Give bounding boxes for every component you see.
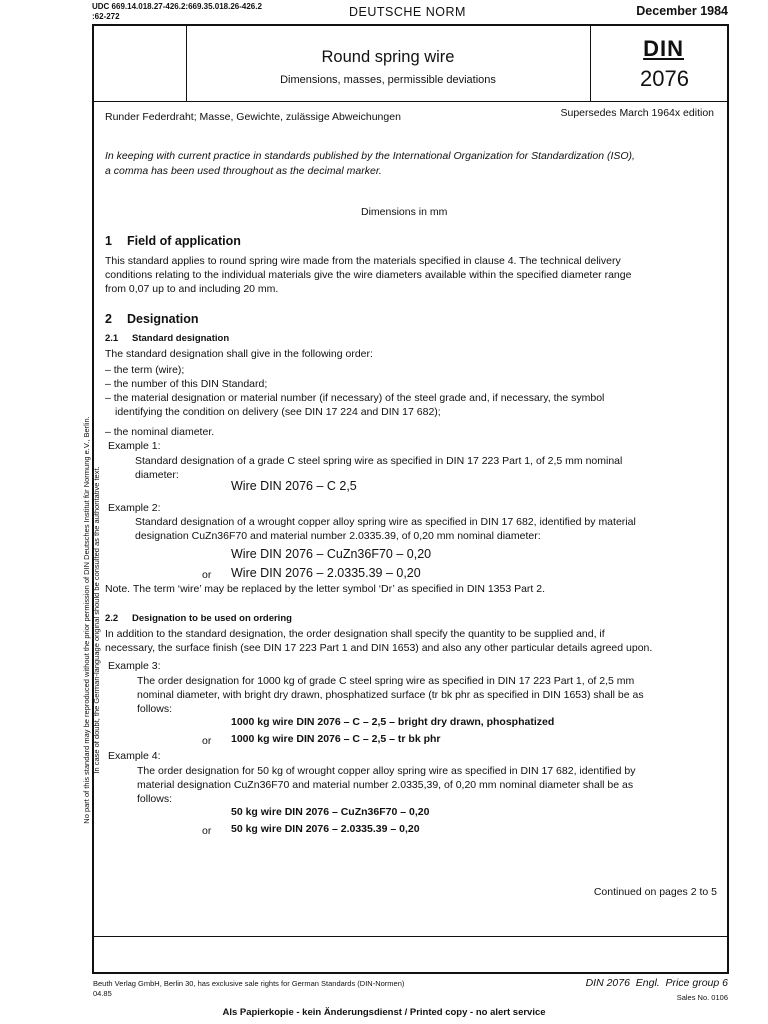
- example-4-designation-2: 50 kg wire DIN 2076 – 2.0335.39 – 0,20: [231, 823, 420, 835]
- din-logo: DIN: [643, 36, 684, 61]
- example-2-designation-2: Wire DIN 2076 – 2.0335.39 – 0,20: [231, 566, 421, 580]
- example-1-label: Example 1:: [108, 440, 161, 452]
- din-number: 2076: [640, 66, 689, 91]
- list-item: – the nominal diameter.: [105, 426, 215, 438]
- example-4-text: The order designation for 50 kg of wrought copper alloy spring wire as specified in DIN 17 682, identified by: [137, 765, 636, 777]
- example-3-text: nominal diameter, with bright dry drawn, phosphatized surface (tr bk phr as specified in DIN 1653) shall be as: [137, 689, 644, 701]
- section-number: 1: [105, 234, 112, 248]
- norm-label: DEUTSCHE NORM: [349, 5, 466, 19]
- printed-copy-notice: Als Papierkopie - kein Änderungsdienst / Printed copy - no alert service: [222, 1007, 546, 1018]
- example-4-designation-1: 50 kg wire DIN 2076 – CuZn36F70 – 0,20: [231, 806, 430, 818]
- example-3-designation-1: 1000 kg wire DIN 2076 – C – 2,5 – bright dry drawn, phosphatized: [231, 716, 555, 728]
- side-note-line-1: No part of this standard may be reproduced without the prior permission of DIN Deutsches Institut für Normung e.V., Berlin.: [82, 416, 91, 824]
- iso-note-line-1: In keeping with current practice in standards published by the International Organization for Standardization (ISO),: [105, 150, 635, 162]
- example-1-text: diameter:: [135, 469, 179, 481]
- document-subtitle: Dimensions, masses, permissible deviations: [280, 74, 496, 86]
- publication-code: 04.85: [93, 988, 112, 998]
- example-2-text: designation CuZn36F70 and material number 2.0335.39, of 0,20 mm nominal diameter:: [135, 530, 541, 542]
- example-1-designation: Wire DIN 2076 – C 2,5: [231, 479, 357, 493]
- price-group-info: DIN 2076 Engl. Price group 6: [585, 977, 728, 989]
- bottom-divider: [94, 936, 727, 937]
- publisher-line: Beuth Verlag GmbH, Berlin 30, has exclusive sale rights for German Standards (DIN-Normen): [93, 979, 405, 988]
- paragraph-line: from 0,07 up to and including 20 mm.: [105, 283, 279, 295]
- subsection-number: 2.2: [105, 613, 119, 624]
- or-label: or: [202, 569, 212, 581]
- side-note-line-2: In case of doubt, the German-language original should be consulted as the authoritative text.: [92, 466, 101, 774]
- dimensions-note: Dimensions in mm: [361, 206, 448, 218]
- udc-code: UDC 669.14.018.27-426.2:669.35.018.26-426.2 :62-272: [92, 2, 262, 21]
- or-label: or: [202, 735, 212, 747]
- sales-number: Sales No. 0106: [676, 993, 728, 1002]
- section-1-heading: [105, 234, 241, 248]
- section-2-heading: [105, 312, 199, 326]
- list-item: – the term (wire);: [105, 364, 185, 376]
- subsection-title: Standard designation: [132, 333, 230, 344]
- example-3-designation-2: 1000 kg wire DIN 2076 – C – 2,5 – tr bk phr: [231, 733, 441, 745]
- list-item: – the number of this DIN Standard;: [105, 378, 268, 390]
- example-2-designation-1: Wire DIN 2076 – CuZn36F70 – 0,20: [231, 547, 432, 561]
- subsection-number: 2.1: [105, 333, 119, 344]
- title-block: [94, 26, 727, 102]
- copyright-side-note: [82, 270, 102, 970]
- din-badge: [590, 26, 727, 101]
- continued-note: Continued on pages 2 to 5: [593, 886, 717, 898]
- example-1-text: Standard designation of a grade C steel spring wire as specified in DIN 17 223 Part 1, of 2,5 mm nominal: [135, 455, 623, 467]
- publication-date: December 1984: [636, 4, 728, 18]
- example-4-text: material designation CuZn36F70 and material number 2.0335,39, of 0,20 mm nominal diameter shall be as: [137, 779, 634, 791]
- paragraph-line: This standard applies to round spring wire made from the materials specified in clause 4. The technical delivery: [105, 255, 621, 267]
- example-2-text: Standard designation of a wrought copper alloy spring wire as specified in DIN 17 682, identified by material: [135, 516, 636, 528]
- note-text: Note. The term ‘wire’ may be replaced by the letter symbol ‘Dr’ as specified in DIN 1353 Part 2.: [105, 583, 546, 595]
- list-item-continuation: identifying the condition on delivery (see DIN 17 224 and DIN 17 682);: [115, 406, 441, 418]
- title-block-left-cell: [94, 26, 187, 101]
- example-3-text: follows:: [137, 703, 173, 715]
- example-3-text: The order designation for 1000 kg of grade C steel spring wire as specified in DIN 17 223 Part 1, of 2,5 mm: [137, 675, 635, 687]
- example-4-text: follows:: [137, 793, 173, 805]
- list-item: – the material designation or material number (if necessary) of the steel grade and, if necessary, the symbol: [105, 392, 605, 404]
- example-3-label: Example 3:: [108, 660, 161, 672]
- section-title: Designation: [127, 312, 199, 326]
- designation-intro: The standard designation shall give in the following order:: [105, 348, 373, 360]
- subsection-2-2-heading: [105, 613, 292, 624]
- section-number: 2: [105, 312, 112, 326]
- example-4-label: Example 4:: [108, 750, 161, 762]
- paragraph-line: In addition to the standard designation, the order designation shall specify the quantity to be supplied and, if: [105, 628, 605, 640]
- document-frame: [92, 24, 729, 974]
- paragraph-line: conditions relating to the individual materials give the wire diameters available within the specified diameter range: [105, 269, 632, 281]
- document-title: Round spring wire: [321, 48, 455, 66]
- section-title: Field of application: [127, 234, 241, 248]
- paragraph-line: necessary, the surface finish (see DIN 17 223 Part 1 and DIN 1653) and also any other particular details agreed upon.: [105, 642, 653, 654]
- iso-note-line-2: a comma has been used throughout as the decimal marker.: [105, 165, 382, 177]
- subsection-2-1-heading: [105, 333, 229, 344]
- subsection-title: Designation to be used on ordering: [132, 613, 292, 624]
- or-label: or: [202, 825, 212, 837]
- example-2-label: Example 2:: [108, 502, 161, 514]
- german-title: Runder Federdraht; Masse, Gewichte, zulässige Abweichungen: [105, 111, 401, 123]
- supersedes-note: Supersedes March 1964x edition: [560, 107, 714, 119]
- publisher-info: [93, 979, 404, 998]
